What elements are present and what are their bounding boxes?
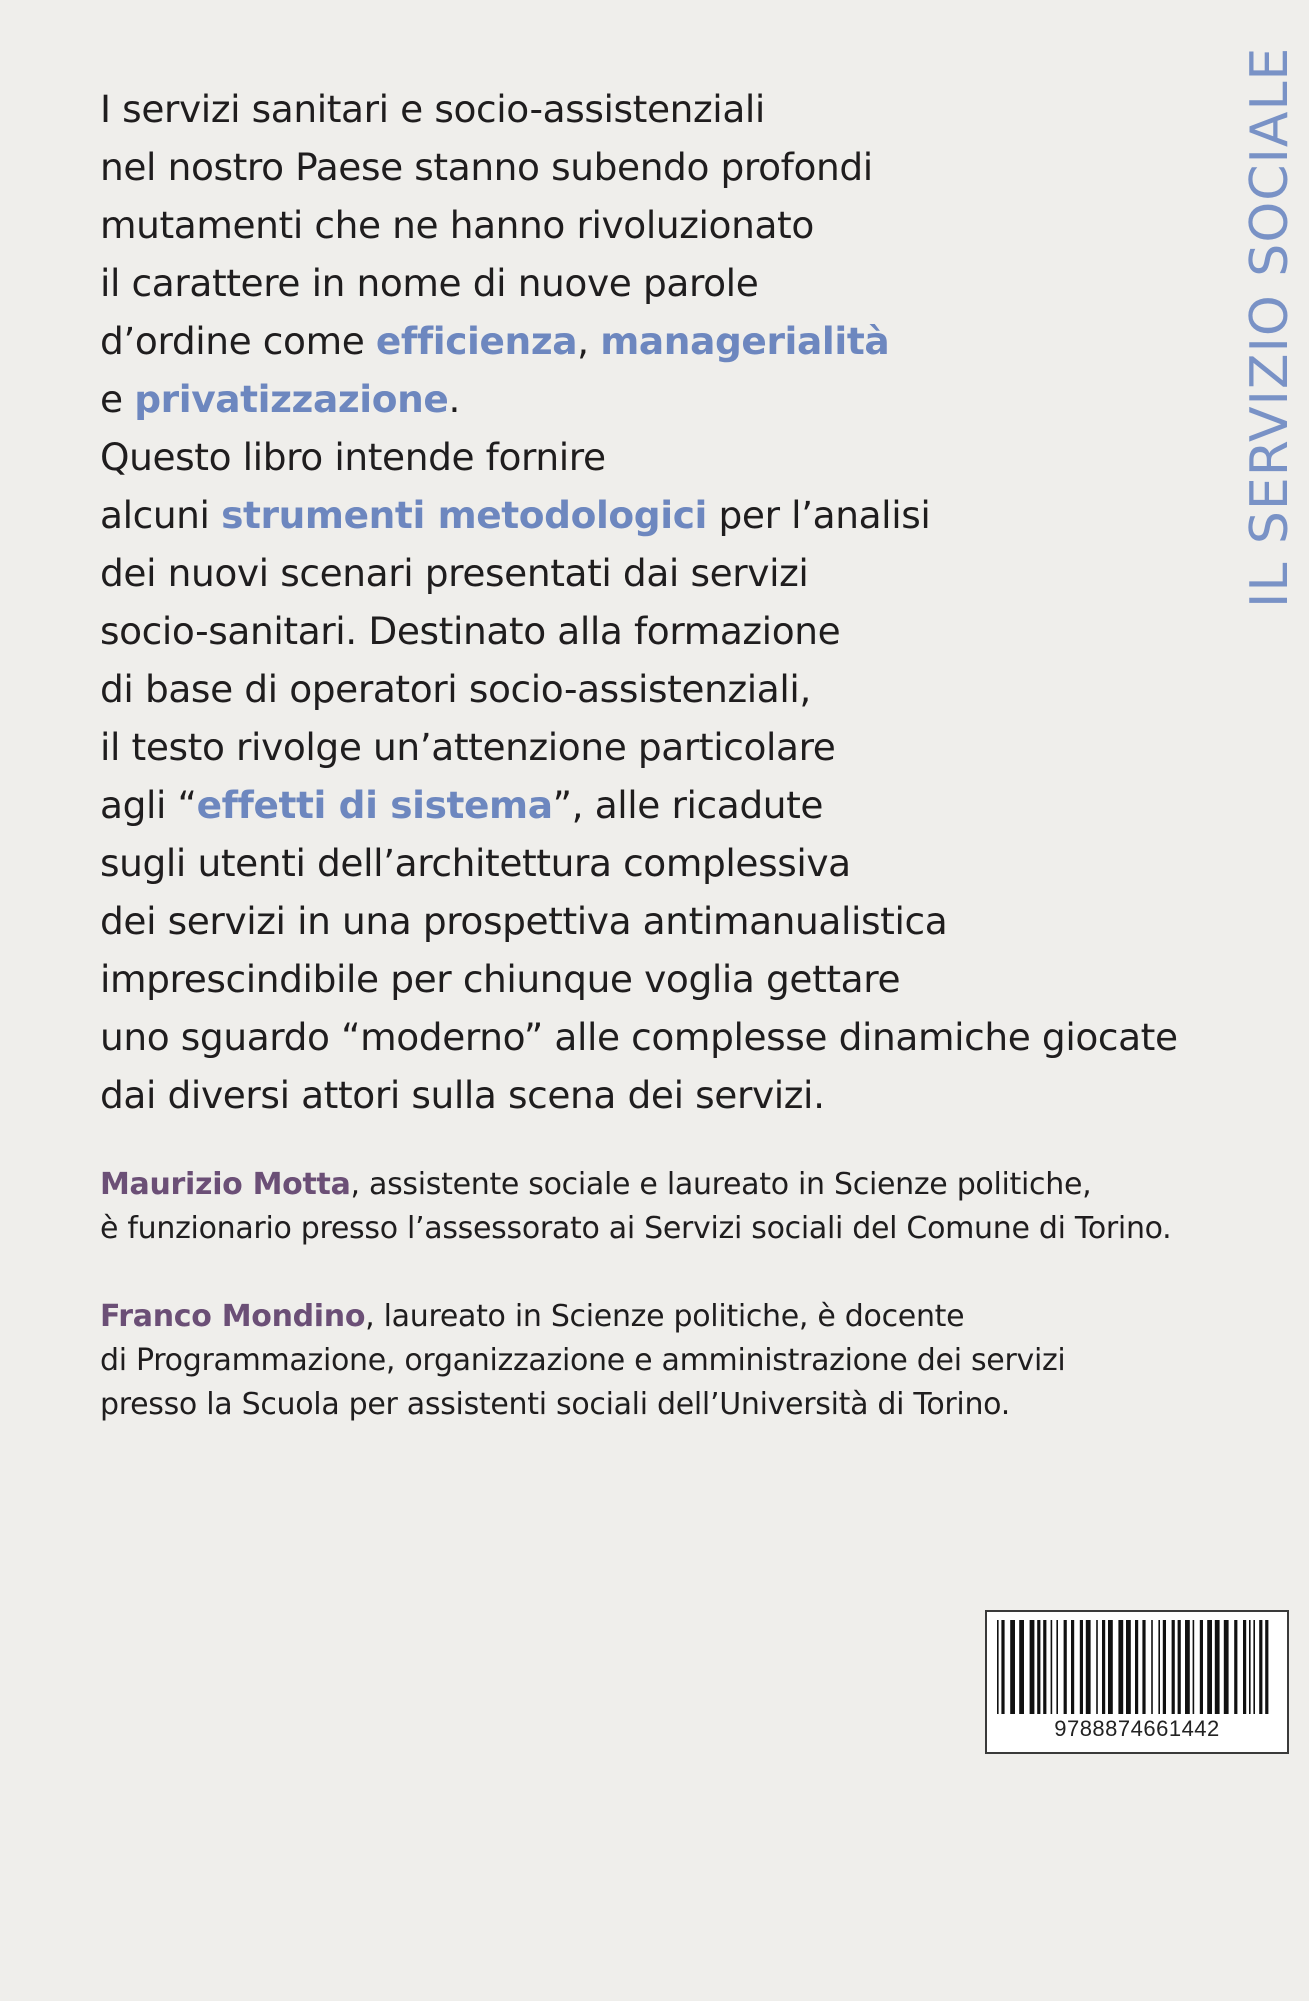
blurb-line [100, 370, 1120, 428]
blurb-text-segment: uno sguardo “moderno” alle complesse dinamiche giocate [100, 1015, 1178, 1059]
barcode-bar [1193, 1620, 1195, 1714]
blurb-text-segment: I servizi sanitari e socio-assistenziali [100, 87, 765, 131]
barcode-bar [1010, 1620, 1015, 1714]
barcode-bar [1158, 1620, 1160, 1714]
barcode-bar [1086, 1620, 1091, 1714]
blurb-line [100, 776, 1120, 834]
barcode-bar [1080, 1620, 1083, 1714]
spine-title: IL SERVIZIO SOCIALE [1240, 46, 1300, 608]
blurb-text-segment: d’ordine come [100, 319, 376, 363]
barcode-bar [1259, 1620, 1262, 1714]
barcode-bar [1030, 1620, 1035, 1714]
blurb-line [100, 196, 1120, 254]
barcode-bar [1249, 1620, 1251, 1714]
barcode-bar [1243, 1620, 1246, 1714]
blurb-text-segment: nel nostro Paese stanno subendo profondi [100, 145, 873, 189]
author-bio-line: presso la Scuola per assistenti sociali dell’Università di Torino. [100, 1387, 1010, 1422]
author-bio-line [100, 1163, 1200, 1207]
blurb-text-segment: , [577, 319, 601, 363]
barcode-bar [1200, 1620, 1203, 1714]
barcode-bar [1096, 1620, 1098, 1714]
barcode-bar [1253, 1620, 1255, 1714]
blurb-text-segment: . [448, 377, 460, 421]
author-bio-line: di Programmazione, organizzazione e amministrazione dei servizi [100, 1343, 1066, 1378]
author-bios [100, 1163, 1200, 1471]
blurb-text-segment: dei servizi in una prospettiva antimanualistica [100, 899, 948, 943]
barcode-bars [993, 1620, 1277, 1714]
highlighted-term: effetti di sistema [196, 783, 553, 827]
barcode-bar [1126, 1620, 1131, 1714]
barcode-bar [1224, 1620, 1229, 1714]
blurb-text-segment: ”, alle ricadute [552, 783, 824, 827]
blurb-line [100, 486, 1120, 544]
blurb-text [100, 80, 1178, 1124]
blurb-text-segment: di base di operatori socio-assistenziali, [100, 667, 811, 711]
blurb-line [100, 718, 1120, 776]
author-bio-line [100, 1295, 1200, 1339]
blurb-line [100, 834, 1120, 892]
barcode-bar [1215, 1620, 1220, 1714]
highlighted-term: privatizzazione [134, 377, 449, 421]
barcode-bar [1071, 1620, 1074, 1714]
barcode-bar [1037, 1620, 1040, 1714]
blurb-line [100, 602, 1120, 660]
highlighted-term: managerialità [600, 319, 890, 363]
barcode-bar [1056, 1620, 1058, 1714]
blurb-text-segment: imprescindibile per chiunque voglia gettare [100, 957, 901, 1001]
barcode-bar [1185, 1620, 1190, 1714]
barcode-bar [1234, 1620, 1237, 1714]
blurb-line [100, 950, 1120, 1008]
blurb-text-segment: sugli utenti dell’architettura complessiva [100, 841, 851, 885]
blurb-text-segment: socio-sanitari. Destinato alla formazione [100, 609, 841, 653]
blurb-text-segment: il testo rivolge un’attenzione particolare [100, 725, 836, 769]
blurb-text-segment: il carattere in nome di nuove parole [100, 261, 759, 305]
barcode-bar [1051, 1620, 1053, 1714]
highlighted-term: strumenti metodologici [221, 493, 707, 537]
highlighted-term: efficienza [375, 319, 578, 363]
blurb-text-segment: dai diversi attori sulla scena dei servizi. [100, 1073, 825, 1117]
author-bio-text: , assistente sociale e laureato in Scienze politiche, [350, 1167, 1092, 1202]
blurb-line [100, 428, 1120, 486]
blurb-line [100, 80, 1120, 138]
blurb-text-segment: alcuni [100, 493, 222, 537]
barcode-bar [1102, 1620, 1105, 1714]
blurb-text-segment: agli “ [100, 783, 197, 827]
blurb-line [100, 892, 1120, 950]
blurb-line [100, 1008, 1178, 1066]
barcode-bar [1178, 1620, 1181, 1714]
barcode-bar [1019, 1620, 1024, 1714]
isbn-number: 9788874661442 [1054, 1716, 1220, 1741]
author-bio [100, 1163, 1200, 1251]
barcode-bar [1118, 1620, 1123, 1714]
author-bio [100, 1295, 1200, 1427]
barcode-bar [1207, 1620, 1212, 1714]
blurb-text-segment: Questo libro intende fornire [100, 435, 606, 479]
blurb-line [100, 254, 1120, 312]
blurb-line [100, 1066, 1120, 1124]
blurb-text-segment: mutamenti che ne hanno rivoluzionato [100, 203, 814, 247]
barcode-bar [1163, 1620, 1166, 1714]
barcode-bar [1142, 1620, 1145, 1714]
barcode-bar [1172, 1620, 1175, 1714]
blurb-line [100, 312, 1120, 370]
blurb-line [100, 544, 1120, 602]
isbn-barcode [985, 1610, 1289, 1754]
barcode-bar [1064, 1620, 1067, 1714]
barcode-bar [1001, 1620, 1004, 1714]
blurb-text-segment: per l’analisi [706, 493, 931, 537]
author-name: Franco Mondino [100, 1299, 366, 1334]
barcode-bar [1108, 1620, 1113, 1714]
barcode-bar [1043, 1620, 1046, 1714]
blurb-line [100, 138, 1120, 196]
author-name: Maurizio Motta [100, 1167, 351, 1202]
barcode-bar [1135, 1620, 1138, 1714]
author-bio-text: , laureato in Scienze politiche, è docente [365, 1299, 965, 1334]
blurb-text-segment: dei nuovi scenari presentati dai servizi [100, 551, 809, 595]
barcode-bar [1151, 1620, 1153, 1714]
barcode-bar [997, 1620, 999, 1714]
blurb-text-segment: e [100, 377, 135, 421]
author-bio-line: è funzionario presso l’assessorato ai Servizi sociali del Comune di Torino. [100, 1211, 1172, 1246]
barcode-bar [1265, 1620, 1268, 1714]
blurb-line [100, 660, 1120, 718]
